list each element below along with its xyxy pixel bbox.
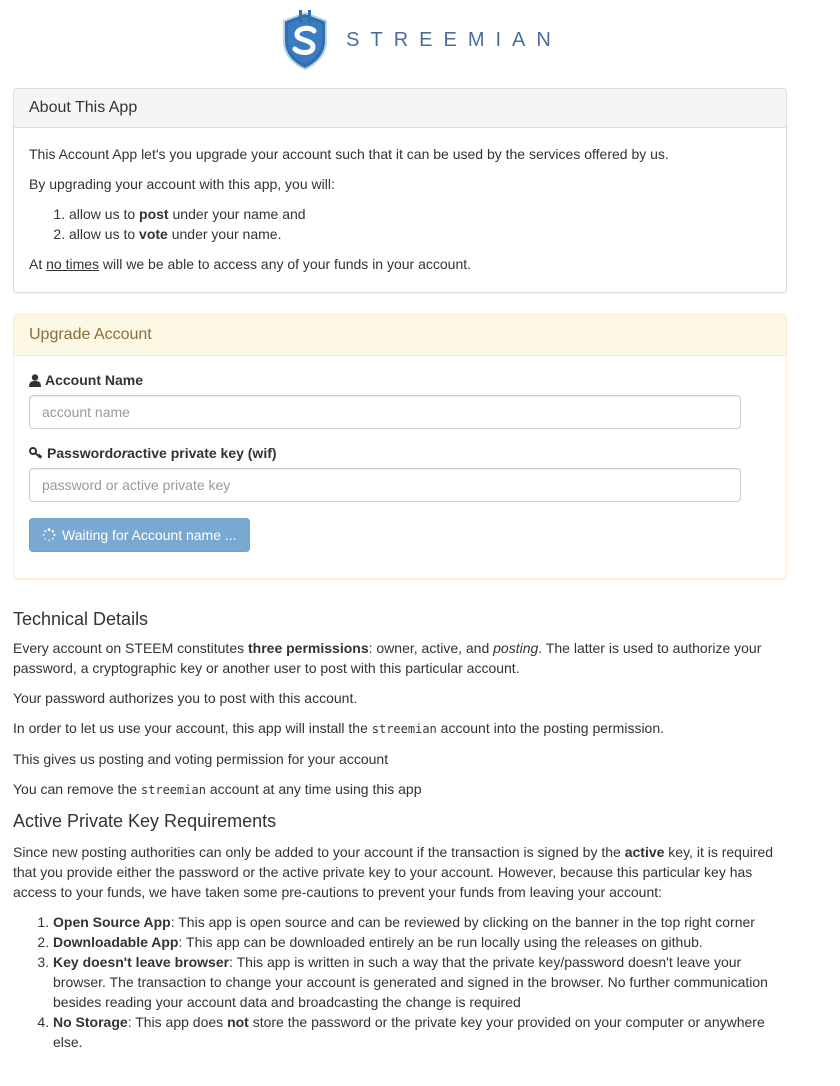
- account-name-input[interactable]: [29, 395, 741, 429]
- key-icon: [29, 447, 43, 459]
- list-item: 2. Downloadable App: This app can be downloaded entirely an be run locally using the releases on github.: [53, 932, 787, 952]
- requirements-list: [13, 912, 787, 1052]
- technical-details-title: Technical Details: [13, 609, 149, 629]
- about-upgrade-lead: By upgrading your account with this app, you will:: [29, 176, 335, 192]
- list-item: 1. Open Source App: This app is open source and can be reviewed by clicking on the banner in the top right corner: [53, 912, 787, 932]
- list-item: 4. No Storage: This app does not store the password or the private key your provided on your computer or anywhere else.: [53, 1012, 787, 1052]
- password-input[interactable]: [29, 468, 741, 502]
- list-item: 2. allow us to vote under your name.: [69, 224, 771, 244]
- spinner-icon: [42, 528, 56, 542]
- user-icon: [29, 374, 41, 387]
- about-permission-list: [29, 204, 771, 244]
- upgrade-panel-title: Upgrade Account: [14, 315, 786, 356]
- about-funds-note: At no times will we be able to access any of your funds in your account.: [29, 256, 472, 272]
- about-intro: This Account App let's you upgrade your account such that it can be used by the services offered by us.: [29, 146, 669, 162]
- list-item: 1. allow us to post under your name and: [69, 204, 771, 224]
- tech-paragraph: In order to let us use your account, this app will install the streemian account into the posting permission.: [13, 720, 665, 736]
- tech-paragraph: Every account on STEEM constitutes three permissions: owner, active, and posting. The latter is used to authorize your password, a cryptographic key or another user to post with this particular account.: [13, 640, 762, 676]
- waiting-account-button[interactable]: Waiting for Account name ...: [29, 518, 250, 552]
- brand-name: STREEMIAN: [346, 28, 562, 51]
- list-item: 3. Key doesn't leave browser: This app is written in such a way that the private key/password doesn't leave your browser. The transaction to change your account is generated and signed in the browser. No further communication besides reading your account data and broadcasting the change is required: [53, 952, 787, 1012]
- header-logo[interactable]: [0, 0, 840, 78]
- requirements-intro: Since new posting authorities can only be added to your account if the transaction is signed by the active key, it is required that you provide either the password or the active private key to your account. However, because this particular key has access to your funds, we have taken some pre-cautions to prevent your funds from leaving your account:: [13, 844, 774, 900]
- tech-paragraph: This gives us posting and voting permission for your account: [13, 751, 389, 767]
- active-key-requirements-section: [13, 810, 787, 1052]
- technical-details-section: [13, 608, 787, 800]
- tech-paragraph: Your password authorizes you to post with this account.: [13, 690, 358, 706]
- tech-paragraph: You can remove the streemian account at any time using this app: [13, 781, 422, 797]
- requirements-title: Active Private Key Requirements: [13, 811, 277, 831]
- about-panel: [13, 88, 787, 293]
- streemian-logo-icon: [278, 9, 332, 71]
- upgrade-account-panel: [13, 314, 787, 579]
- about-panel-title: About This App: [14, 89, 786, 128]
- account-name-label: Account Name: [29, 371, 771, 389]
- password-label: Password or active private key (wif): [29, 444, 771, 462]
